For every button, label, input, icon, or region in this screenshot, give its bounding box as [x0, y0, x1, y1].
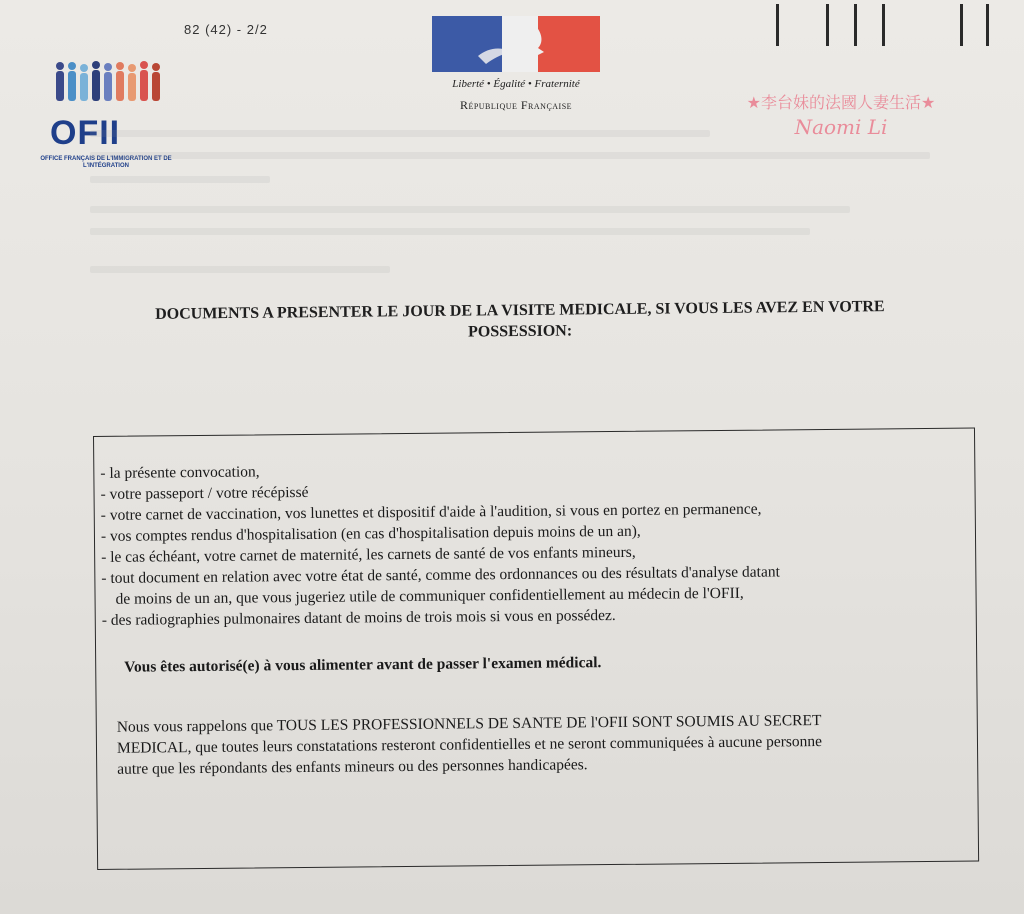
paragraph-line: Nous vous rappelons que TOUS LES PROFESSIONNELS DE SANTE DE l'OFII SONT SOUMIS AU SECRET — [116, 712, 822, 736]
list-item: - des radiographies pulmonaires datant de moins de trois mois si vous en possédez. — [101, 606, 616, 629]
medical-secret-paragraph — [117, 709, 980, 780]
watermark — [716, 90, 966, 139]
documents-box — [93, 428, 979, 870]
paragraph-line: autre que les répondants des enfants mineurs ou des personnes handicapées. — [117, 756, 588, 778]
people-icon — [52, 60, 162, 110]
marianne-republic: République Française — [459, 98, 573, 112]
list-item: de moins de un an, que vous jugeriez utile de communiquer confidentiellement au médecin de l'OFII, — [115, 584, 744, 608]
list-item: - la présente convocation, — [100, 463, 260, 482]
food-notice: Vous êtes autorisé(e) à vous alimenter avant de passer l'examen médical. — [124, 654, 602, 676]
ofii-logo-text: OFII — [50, 114, 121, 152]
list-item: - vos comptes rendus d'hospitalisation (en cas d'hospitalisation depuis moins de un an), — [100, 522, 641, 545]
document-heading — [60, 295, 980, 347]
document-reference: 82 (42) - 2/2 — [184, 22, 268, 37]
list-item: - votre carnet de vaccination, vos lunettes et dispositif d'aide à l'audition, si vous en portez en permanence, — [100, 500, 762, 524]
heading-line-2: POSSESSION: — [467, 322, 573, 341]
heading-line-1: DOCUMENTS A PRESENTER LE JOUR DE LA VISITE MEDICALE, SI VOUS LES AVEZ EN VOTRE — [155, 298, 885, 323]
list-item: - votre passeport / votre récépissé — [100, 483, 309, 503]
list-item: - tout document en relation avec votre état de santé, comme des ordonnances ou des résultats d'analyse datant — [101, 563, 780, 587]
list-item: - le cas échéant, votre carnet de maternité, les carnets de santé de vos enfants mineurs, — [101, 543, 636, 566]
documents-list — [100, 456, 780, 631]
watermark-signature: Naomi Li — [794, 115, 888, 139]
barcode-ticks — [770, 4, 1000, 48]
watermark-title: ★李台妹的法國人妻生活★ — [746, 93, 936, 112]
paragraph-line: MEDICAL, que toutes leurs constatations resteront confidentielles et ne seront communiquées à aucune personne — [116, 733, 823, 757]
ofii-logo-subtitle: OFFICE FRANÇAIS DE L'IMMIGRATION ET DE L'INTÉGRATION — [40, 156, 172, 169]
marianne-logo — [432, 16, 600, 116]
marianne-motto: Liberté • Égalité • Fraternité — [452, 78, 580, 90]
marianne-profile-icon — [472, 22, 552, 70]
